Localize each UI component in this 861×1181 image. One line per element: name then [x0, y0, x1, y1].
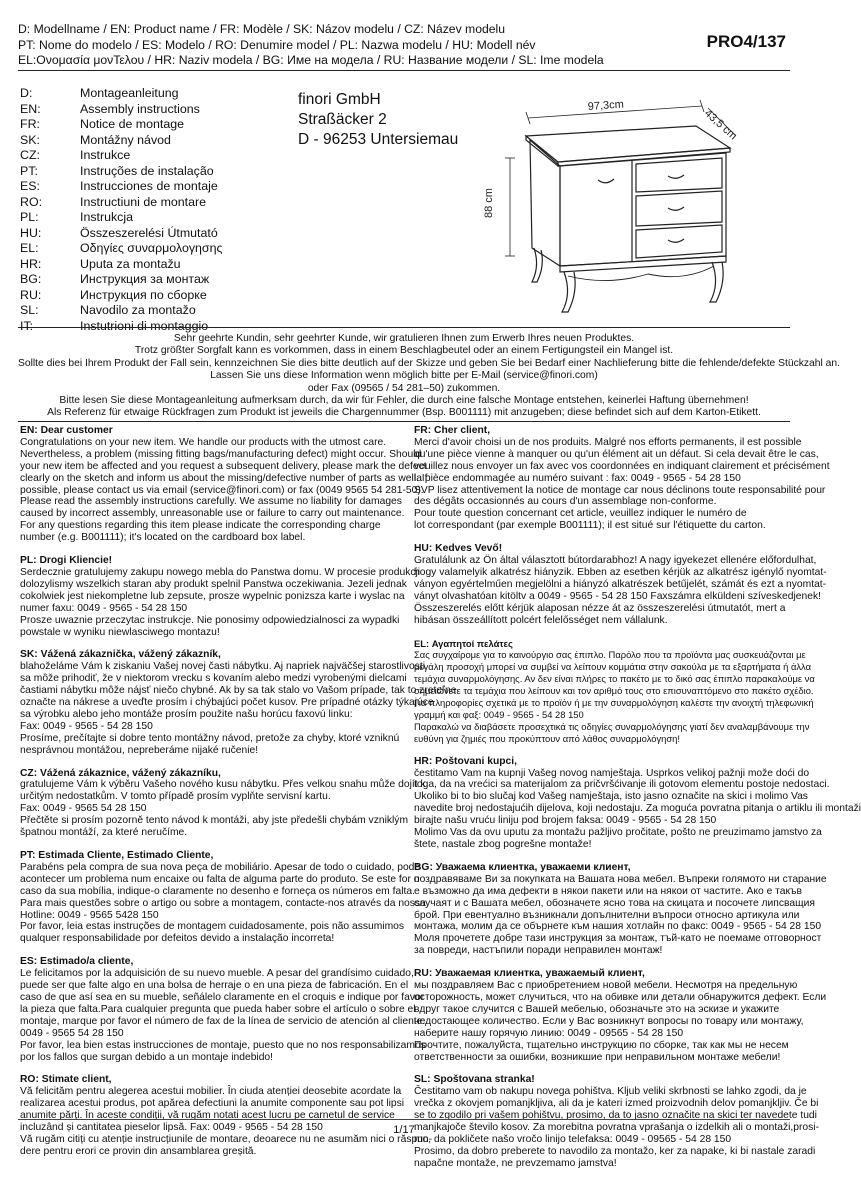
language-row — [20, 117, 222, 133]
language-code: SL: — [20, 303, 39, 317]
block-line: mo, da pokličete našo vročo linijo telefaksa: 0049 - 09565 - 54 28 150 — [414, 1133, 732, 1145]
language-code: HR: — [20, 256, 42, 271]
block-line: Por favor, lea bien estas instrucciones de montaje, puesto que no nos responsabilizamos — [20, 1039, 426, 1051]
language-row — [20, 257, 222, 273]
block-heading: HU: Kedves Vevő! — [414, 543, 503, 555]
block-line: Prosimo, da dobro preberete to navodilo za montažo, ker za napake, ki bi nastale zaradi — [414, 1145, 816, 1157]
block-line: Σας συγχαίρομε για το καινούργιο σας έπιπλο. Παρόλο που τα προϊόντα μας συσκευάζονται με — [414, 649, 806, 661]
language-title: Instruções de instalação — [80, 163, 214, 178]
block-line: birajte našu vruću liniju pod brojem faksa: 0049 - 9565 - 54 28 150 — [414, 815, 717, 827]
block-heading: PL: Drogi Kliencie! — [20, 555, 113, 567]
language-title: Uputa za montažu — [80, 256, 181, 271]
cabinet-front — [560, 153, 726, 266]
block-heading: EL: Αγαπητοί πελάτες — [414, 637, 513, 649]
language-row — [20, 102, 222, 118]
block-line: určitým nedostatkům. V tomto případě prosím vyplňte servisní kartu. — [20, 791, 331, 803]
block-line: blahoželáme Vám k ziskaniu Vašej novej časti nábytku. Aj napriek najväčšej starostlivosti — [20, 661, 426, 673]
intro-line: Sehr geehrte Kundin, sehr geehrter Kunde, wir gratulieren Ihnen zum Erwerb Ihres neuen Produktes. — [173, 333, 635, 344]
block-line: la pieza que falta.Para cualquier pregunta que pueda haber sobre el artículo o sobre el — [20, 1003, 416, 1015]
drawer-handle — [668, 207, 684, 210]
language-code: IT: — [20, 318, 34, 333]
language-list — [20, 86, 222, 334]
block-line: For any questions regarding this item please indicate the corresponding charge — [20, 520, 381, 532]
block-line: ευθύνη για ζημιές που προκύπτουν από λάθος συναρμολόγηση! — [414, 732, 680, 744]
block-line: Gratulálunk az Ön által választott bútordarabhoz! A nagy igyekezet ellenére előfordulhat, — [414, 555, 817, 567]
intro-line: oder Fax (09565 / 54 281–50) zukommen. — [307, 382, 501, 394]
block-line: caso de que así sea en su mueble, señálelo claramente en el croquis e indique por favor — [20, 991, 425, 1003]
block-line: hogy valamelyik alkatrész hiányzik. Ebben az esetben kérjük az alkatrész igénylő nyomtat- — [414, 566, 827, 578]
block-line: dolozylismy wszelkich staran aby produkt spelnil Panstwa oczekiwania. Jezeli jednak — [20, 578, 407, 590]
block-line: qualquer responsabilidade por defeitos devido a instalação incorreta! — [20, 933, 335, 945]
language-code: ES: — [20, 179, 40, 193]
block-line: Прочтите, пожалуйста, тщательно инструкцию по сборке, так как мы не несем — [414, 1039, 789, 1051]
language-title: Montážny návod — [80, 132, 171, 147]
language-row — [20, 86, 222, 102]
block-line: Prosíme, prečítajte si dobre tento montážny návod, pretože za chyby, ktoré vzniknú — [20, 732, 400, 744]
language-title: Instrukce — [80, 148, 131, 162]
block-heading: SL: Spoštovana stranka! — [414, 1074, 535, 1086]
language-row — [20, 179, 222, 195]
block-line: dere pentru erori ce provin din ansamblarea greșită. — [20, 1145, 257, 1157]
company-street: Straßäcker 2 — [298, 111, 387, 128]
text-block — [414, 425, 830, 532]
block-line: Pour toute question concernant cet article, veuillez indiquer le numéro de — [414, 508, 747, 520]
block-line: Prosze uwaznie przeczytac instrukcje. Nie ponosimy odpowiedzialnosci za wypadki — [20, 614, 400, 626]
text-block — [20, 850, 426, 945]
language-code: PT: — [20, 163, 38, 178]
text-block — [20, 649, 457, 756]
language-title: Инструкция по сборке — [80, 287, 207, 302]
block-line: cokolwiek jest niekompletne lub zepsute, prosze wypelnic ponizsza karte i wyslac na — [20, 590, 405, 602]
block-line: označte na nákrese a uveďte prosím i chýbajúci počet kusov. Pre prípadné otázky týkajúce — [20, 697, 434, 709]
block-line: Para mais questões sobre o artigo ou sobre a montagem, contacte-nos através da nossa — [20, 897, 426, 909]
company-address — [298, 90, 458, 150]
block-line: lot correspondant (par exemple B001111); il est situé sur l'étiquette du carton. — [414, 520, 766, 532]
language-title: Összeszerelési Útmutató — [80, 225, 218, 240]
language-title: Οδηγίες συναρμολογησης — [80, 241, 223, 255]
block-line: μεγάλη προσοχή μπορεί να συμβεί να λείπουν κομμάτια στην σακούλα με τα εξαρτήματα ή άλλα — [414, 661, 812, 673]
block-line: вдруг такое случится с Вашей мебелью, обозначьте это на эскизе и укажите — [414, 1003, 780, 1015]
block-line: caused by incorrect assembly, unreasonable use or failure to carry out maintenance. — [20, 508, 405, 520]
language-row — [20, 195, 222, 211]
block-line: realizarea acestui produs, pot apărea defectiuni la anumite componente sau pot lipsi — [20, 1098, 405, 1110]
language-code: SK: — [20, 132, 40, 147]
block-heading: RO: Stimate client, — [20, 1074, 112, 1086]
block-line: ványt olvashatóan kitöltv a 0049 - 9565 - 54 28 150 Faxszámra elküldeni szíveskedjenek! — [414, 590, 821, 602]
block-line: Přečtěte si prosím pozorně tento návod k montáži, aby jste předešli chybám vzniklým — [20, 815, 409, 827]
block-line: des dégâts occasionnés au cours d'un assemblage non-conforme. — [414, 496, 717, 508]
language-row — [20, 241, 222, 257]
block-heading: ES: Estimado/a cliente, — [20, 956, 134, 968]
block-line: napačne montaže, ne prevzemamo jamstva! — [414, 1157, 617, 1169]
block-line: špatnou montáží, za které neručíme. — [20, 827, 188, 839]
text-block — [20, 767, 426, 839]
divider — [18, 421, 790, 422]
block-line: anumite părți. În aceste condiții, vă rugăm notati acest lucru pe carnetul de service — [20, 1110, 395, 1122]
block-line: Molimo Vas da ovu uputu za montažu pažljivo pročitate, pošto ne preuzimamo jamstvo za — [414, 827, 822, 839]
text-block — [414, 543, 827, 626]
block-line: е възможно да има дефекти в някои пакети или на някои от частите. Ако е такъв — [414, 885, 802, 897]
language-row — [20, 288, 222, 304]
block-line: монтажа, молим да се обърнете към нашия хотлайн по факс: 0049 - 9565 - 54 28 150 — [414, 921, 822, 933]
block-line: Ukoliko bi to bio slučaj kod Vašeg namještaja, isto jasno označite na skici i molimo Vas — [414, 791, 808, 803]
block-line: puede ser que falte algo en una bolsa de herraje o en una pieza de fabricación. En el — [20, 980, 409, 992]
block-line: Por favor, leia estas instruções de montagem cuidadosamente, pois não assumimos — [20, 921, 405, 933]
language-row — [20, 226, 222, 242]
block-line: ványon egyértelműen megjelölni a hiányzó alkatrészek betűjelét, számát és ezt a nyomtat- — [414, 578, 827, 590]
language-code: EL: — [20, 241, 39, 255]
language-title: Notice de montage — [80, 117, 185, 131]
language-title: Assembly instructions — [80, 101, 200, 116]
block-line: nesprávnou montážou, nepreberáme nijaké ručenie! — [20, 744, 259, 756]
block-line: sa výrobku alebo jeho montáže prosím použite našu horúcu faxovú linku: — [20, 708, 353, 720]
block-line: la pièce endommagée au numéro suivant : fax: 0049 - 9565 - 54 28 150 — [414, 472, 741, 484]
language-title: Instructiuni de montare — [80, 194, 207, 209]
block-line: наберите нашу горячую линию: 0049 - 09565 - 54 28 150 — [414, 1027, 684, 1039]
width-label: 97,3cm — [587, 98, 625, 113]
block-line: Merci d'avoir choisi un de nos produits. Malgré nos efforts permanents, il est possible — [414, 436, 802, 448]
language-code: FR: — [20, 117, 40, 131]
language-title: Инструкция за монтаж — [80, 272, 210, 286]
block-line: Fax: 0049 - 9565 54 28 150 — [20, 803, 147, 815]
language-row — [20, 164, 222, 180]
block-line: sa môže prihodiť, že v niektorom vrecku s kovaním alebo medzi vyrobenými dielcami — [20, 673, 407, 685]
block-line: Моля прочетете добре тази инструкция за монтаж, тъй-като не поемаме отговорност — [414, 933, 822, 945]
intro-line: Als Referenz für etwaige Rückfragen zum Produkt ist jeweils die Chargennummer (Bsp. B001111) mit anzugeben; diese befindet sich auf dem Karton-Etikett. — [47, 407, 761, 419]
block-line: брой. При евентуално възникнали допълнителни въпроси относно артикула или — [414, 909, 800, 921]
block-line: caso da sua mobília, indique-o claramente no desenho e forneça os números em falta. — [20, 885, 415, 897]
block-line: clearly on the sketch and inform us about the missing/defective number of parts as well. If — [20, 472, 428, 484]
block-line: possible, please contact us via email (service@finori.com) or fax (0049 9565 54 281-50). — [20, 484, 424, 496]
block-line: number (e.g. B001111); it's located on the cardboard box label. — [20, 532, 306, 544]
cabinet-side — [530, 140, 560, 266]
block-heading: SK: Vážená zákaznička, vážený zákazník, — [20, 649, 221, 661]
block-line: numer faxu: 0049 - 9565 - 54 28 150 — [20, 602, 188, 614]
block-line: ответственности за ошибки, возникшие при неправильном монтаже мебели! — [414, 1051, 781, 1063]
block-line: Čestitamo vam ob nakupu novega pohištva. Kljub veliki skrbnosti se lahko zgodi, da je — [414, 1086, 807, 1098]
block-heading: CZ: Vážená zákaznice, vážený zákazníku, — [20, 767, 221, 779]
drawer-handle — [668, 239, 684, 242]
intro-line: Lassen Sie uns diese Information wenn möglich bitte per E-Mail (service@finori.com) — [210, 370, 598, 382]
depth-label: 43,5 cm — [701, 107, 740, 143]
drawer — [636, 191, 722, 226]
cabinet-leg — [710, 262, 723, 302]
text-block — [414, 637, 815, 745]
language-row — [20, 148, 222, 164]
language-title: Instrucciones de montaje — [80, 179, 218, 193]
block-line: 0049 - 9565 54 28 150 — [20, 1027, 124, 1039]
header-line: D: Modellname / EN: Product name / FR: Modèle / SK: Názov modelu / CZ: Název modelu — [18, 22, 506, 36]
text-block — [414, 968, 827, 1063]
text-block — [20, 555, 421, 638]
divider — [18, 327, 790, 328]
block-line: vrečka z okovjem pomanjkljiva, ali da je kateri izmed proizvodnih delov pomanjkljiv. Če bi — [414, 1098, 819, 1110]
header-line: EL:Ονομασία μονΤελου / HR: Naziv modela / BG: Име на модела / RU: Название модели / SL: Ime modela — [18, 53, 604, 67]
block-line: Nevertheless, a problem (missing fitting bags/manufacturing defect) might occur. Should — [20, 448, 422, 460]
block-heading: FR: Cher client, — [414, 425, 491, 436]
height-label: 88 cm — [483, 188, 495, 218]
language-row — [20, 272, 222, 288]
block-line: se to zgodilo pri vašem pohištvu, prosimo, da to jasno označite na skici ter navedete tudi — [414, 1110, 817, 1122]
block-line: čestitamo Vam na kupnji Vašeg novog namještaja. Usprkos velikoj pažnji može doći do — [414, 767, 810, 779]
language-code: RO: — [20, 194, 43, 209]
block-line: Le felicitamos por la adquisición de su nuevo mueble. A pesar del grandísimo cuidado, — [20, 968, 414, 980]
language-title: Instrukcja — [80, 210, 134, 224]
language-title: Navodilo za montažo — [80, 303, 196, 317]
block-heading: RU: Уважаемая клиентка, уважаемый клиент, — [414, 968, 645, 980]
block-line: your new item be affected and you request a subsequent delivery, please mark the defect — [20, 460, 427, 472]
language-row — [20, 303, 222, 319]
door-handle — [598, 179, 614, 183]
block-line: toga, da na vrećici sa materijalom za pričvršćivanje ili gotovom elementu postoje nedostaci. — [414, 779, 830, 791]
block-line: Please read the assembly instructions carefully. We assume no liability for damages — [20, 496, 402, 508]
block-line: SVP lisez attentivement la notice de montage car nous déclinons toute responsabilité pour — [414, 484, 826, 496]
drawer-handle — [668, 175, 684, 178]
cabinet-leg — [562, 272, 575, 312]
block-line: Parabéns pela compra de sua nova peça de mobiliário. Apesar de todo o cuidado, pode — [20, 861, 421, 873]
text-block — [20, 956, 426, 1063]
text-block — [20, 425, 428, 544]
block-line: поздравяваме Ви за покупката на Вашата нова мебел. Въпреки голямото ни старание — [414, 873, 827, 885]
block-line: navedite broj nedostajućih dijelova, koji nedostaju. Za moguća povratna pitanja o artiklu ili montaži — [414, 803, 861, 815]
block-heading: PT: Estimada Cliente, Estimado Cliente, — [20, 850, 214, 861]
block-line: štete, nastale zbog pogrešne montaže! — [414, 839, 592, 850]
right-column — [414, 425, 861, 1181]
language-code: EN: — [20, 101, 41, 116]
block-line: incluzând și cantitatea pieselor lipsă. Fax: 0049 - 9565 - 54 28 150 — [20, 1122, 323, 1134]
text-block — [414, 755, 861, 851]
block-line: Congratulations on your new item. We handle our products with the utmost care. — [20, 436, 387, 448]
block-line: veuillez nous envoyer un fax avec vos coordonnées en indiquant clairement et précisément — [414, 460, 830, 472]
block-line: недостающее количество. Если у Вас возникнут вопросы по товару или монтажу, — [414, 1015, 804, 1027]
block-line: осторожность, может случиться, что на обивке или детали обнаружится дефект. Если — [414, 991, 827, 1003]
block-line: Vă rugăm citiți cu atenție instrucțiunile de montare, deoarece nu ne asumăm nici o răspun- — [20, 1133, 433, 1145]
page-number: 1/17 — [393, 1124, 415, 1136]
block-line: Hotline: 0049 - 9565 5428 150 — [20, 909, 159, 921]
language-title: Montageanleitung — [80, 86, 179, 100]
block-line: Összeszerelés előtt kérjük alaposan nézze át az összeszerelési útmutatót, mert a — [414, 602, 786, 614]
language-code: BG: — [20, 272, 42, 286]
language-code: CZ: — [20, 148, 40, 162]
intro-line: Trotz größter Sorgfalt kann es vorkommen, dass in einem Beschlagbeutel oder an einem Fertigungsteil ein Mangel ist. — [134, 345, 674, 357]
block-line: за повреди, настъпили поради неправилен монтаж! — [414, 945, 663, 957]
header — [18, 22, 790, 71]
block-line: hibásan összeállított polcért felelősséget nem vállalunk. — [414, 614, 668, 626]
language-code: RU: — [20, 287, 42, 302]
block-line: Fax: 0049 - 9565 - 54 28 150 — [20, 720, 153, 732]
company-city: D - 96253 Untersiemau — [298, 131, 459, 148]
block-line: qu'une pièce vienne à manquer ou qu'un élément ait un défaut. Si cela devait être le cas, — [414, 448, 819, 460]
intro-line: Sollte dies bei Ihrem Produkt der Fall sein, kennzeichnen Sie dies bitte deutlich auf der Skizze und geben Sie bei Bedarf einer Nachlieferung bitte die fehlende/defekte Stückzahl an. — [18, 357, 840, 369]
cabinet-drawing — [480, 96, 780, 326]
block-line: случаят и с Вашата мебел, обозначете ясно това на скицата и посочете липсващия — [414, 897, 815, 909]
language-code: D: — [20, 86, 33, 100]
block-line: мы поздравляем Вас с приобретением новой мебели. Несмотря на предельную — [414, 980, 798, 992]
block-line: por los fallos que surgan debido a un montaje indebido! — [20, 1051, 274, 1063]
block-heading: EN: Dear customer — [20, 425, 113, 436]
block-line: gratulujeme Vám k výběru Vašeho nového kusu nábytku. Přes velkou snahu může dojít k — [20, 779, 426, 791]
language-row — [20, 210, 222, 226]
text-block — [414, 861, 827, 957]
block-line: manjkajoče število kosov. Za morebitna povratna vprašanja o izdelkih ali o montaži,prosi- — [414, 1122, 820, 1134]
block-line: acontecer um problema num encaixe ou falta de alguma parte do produto. Se este for o — [20, 873, 420, 885]
company-name: finori GmbH — [298, 91, 381, 108]
drawer — [636, 158, 722, 192]
block-heading: HR: Poštovani kupci, — [414, 755, 517, 767]
block-line: Για πληροφορίες σχετικά με το προϊόν ή με την συναρμολόγηση καλέστε την ανοιχτή τηλεφωνική — [414, 697, 814, 709]
text-block — [414, 1074, 820, 1169]
block-line: Serdecznie gratulujemy zakupu nowego mebla do Panstwa domu. W procesie produkcji — [20, 566, 421, 578]
product-code: PRO4/137 — [706, 32, 786, 51]
block-line: Vă felicităm pentru alegerea acestui mobilier. În ciuda atenției deosebite acordate la — [20, 1086, 402, 1098]
block-line: powstale w wyniku niewlasciwego montazu! — [20, 626, 220, 638]
footer-divider — [18, 1119, 790, 1120]
header-line: PT: Nome do modelo / ES: Modelo / RO: Denumire model / PL: Nazwa modelu / HU: Modell név — [18, 37, 536, 52]
block-line: montaje, marque por favor el número de fax de la línea de servicio de atención al cliente: — [20, 1015, 426, 1027]
header-languages — [18, 22, 604, 69]
language-code: PL: — [20, 210, 39, 224]
language-row — [20, 133, 222, 149]
language-title: Instutrioni di montaggio — [80, 318, 209, 333]
block-line: σημειώνετε τα τεμάχια που λείπουν και τον αριθμό τους στο επισυναπτόμενο στο πακέτο σχέδιο. — [414, 685, 814, 697]
block-line: Παρακαλώ να διαβάσετε προσεχτικά τις οδηγίες συναρμολόγησης γιατί δεν αναλαμβάνουμε την — [414, 720, 810, 732]
language-code: HU: — [20, 225, 42, 240]
block-heading: BG: Уважаема клиентка, уважаеми клиент, — [414, 861, 631, 873]
intro-line: Bitte lesen Sie diese Montageanleitung aufmerksam durch, da wir für Fehler, die durch eine falsche Montage entstehen, keinerlei Haftung übernehmen! — [59, 395, 749, 407]
intro-text — [18, 333, 840, 420]
block-line: γραμμή και φαξ: 0049 - 9565 - 54 28 150 — [414, 708, 584, 720]
block-line: τεμάχια συναρμολόγησης. Αν δεν είναι πλήρες το πακέτο με το δικό σας έπιπλο παρακαλούμε να — [414, 673, 815, 685]
block-line: častiami nábytku môže nájsť niečo chybné. Ak by sa tak stalo vo Vašom prípade, tak to zreteľne — [20, 685, 457, 697]
